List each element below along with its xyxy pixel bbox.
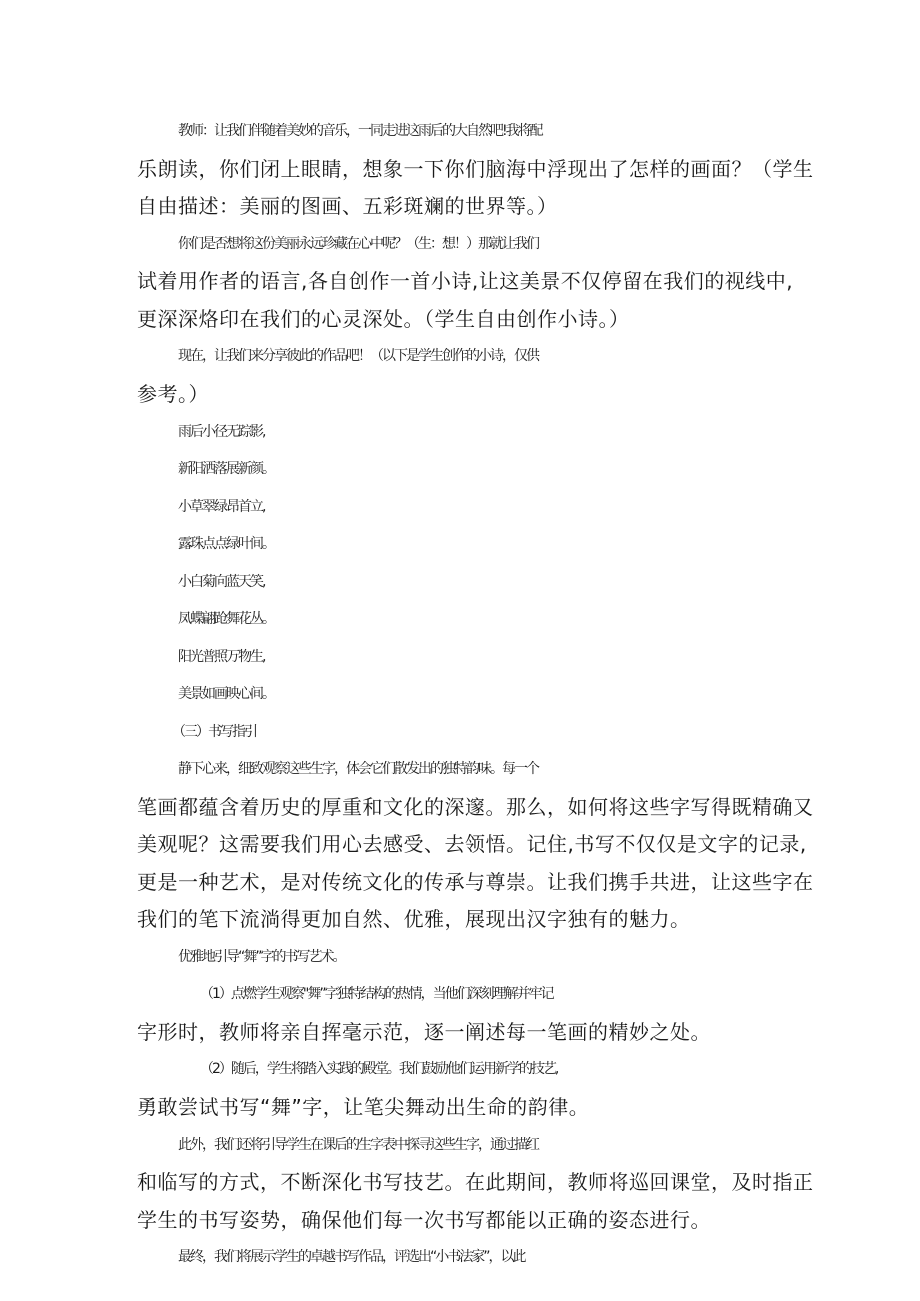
paragraph-line: 教师：让我们伴随着美妙的音乐，一同走进这雨后的大自然吧!我将配 <box>178 123 542 139</box>
paragraph-line: 你们是否想将这份美丽永远珍藏在心中呢？（生：想！）那就让我们 <box>178 236 538 252</box>
poem-line: 阳光普照万物生, <box>178 649 265 665</box>
paragraph-line: 乐朗读，你们闭上眼睛，想象一下你们脑海中浮现出了怎样的画面？（学生 <box>137 157 814 181</box>
poem-line: 美景如画映心间。 <box>178 686 274 702</box>
poem-line: 小白菊向蓝天笑, <box>178 574 265 590</box>
list-item-line: （1）点燃学生观察"舞”字独特结构的热情，当他们深刻理解并牢记 <box>200 986 553 1002</box>
paragraph-line: 和临写的方式，不断深化书写技艺。在此期间，教师将巡回课堂，及时指正 <box>137 1170 814 1194</box>
poem-line: 新阳洒落展新颜。 <box>178 461 274 477</box>
poem-line: 小草翠绿昂首立, <box>178 499 265 515</box>
paragraph-line: 更深深烙印在我们的心灵深处。（学生自由创作小诗。） <box>137 307 630 331</box>
paragraph-line: 更是一种艺术，是对传统文化的传承与尊崇。让我们携手共进，让这些字在 <box>137 870 814 894</box>
paragraph-line: 学生的书写姿势，确保他们每一次书写都能以正确的姿态进行。 <box>137 1208 711 1232</box>
section-heading: （三）书写指引 <box>172 724 256 740</box>
poem-line: 雨后小径无踪影, <box>178 424 265 440</box>
list-item-line: 勇敢尝试书写“舞”字，让笔尖舞动出生命的韵律。 <box>137 1095 590 1119</box>
poem-line: 露珠点点绿叶间。 <box>178 536 274 552</box>
paragraph-line: 现在，让我们来分享彼此的作品吧！（以下是学生创作的小诗，仅供 <box>178 348 538 364</box>
paragraph-line: 美观呢？这需要我们用心去感受、去领悟。记住,书写不仅仅是文字的记录, <box>137 832 807 856</box>
paragraph-line: 优雅地引导“舞”字的书写艺术。 <box>178 949 345 965</box>
paragraph-line: 我们的笔下流淌得更加自然、优雅，展现出汉字独有的魅力。 <box>137 907 691 931</box>
paragraph-line: 此外，我们还将引导学生在课后的生字表中探寻这些生字，通过描红 <box>178 1137 538 1153</box>
paragraph-line: 笔画都蕴含着历史的厚重和文化的深邃。那么，如何将这些字写得既精确又 <box>137 795 814 819</box>
paragraph-line: 参考。） <box>137 382 209 406</box>
paragraph-line: 静下心来，细致观察这些生字，体会它们散发出的独特韵味。每一个 <box>178 761 538 777</box>
paragraph-line: 试着用作者的语言,各自创作一首小诗,让这美景不仅停留在我们的视线中, <box>137 269 794 293</box>
paragraph-line: 自由描述：美丽的图画、五彩斑斓的世界等。） <box>137 194 558 218</box>
poem-line: 凤蝶翩跄舞花丛。 <box>178 611 274 627</box>
list-item-line: 字形时，教师将亲自挥毫示范，逐一阐述每一笔画的精妙之处。 <box>137 1020 711 1044</box>
list-item-line: （2）随后，学生将踏入实践的殿堂。我们鼓励他们运用新学的技艺, <box>200 1061 558 1077</box>
paragraph-line: 最终，我们将展示学生的卓越书写作品，评选出“小书法家”，以此 <box>178 1249 525 1265</box>
